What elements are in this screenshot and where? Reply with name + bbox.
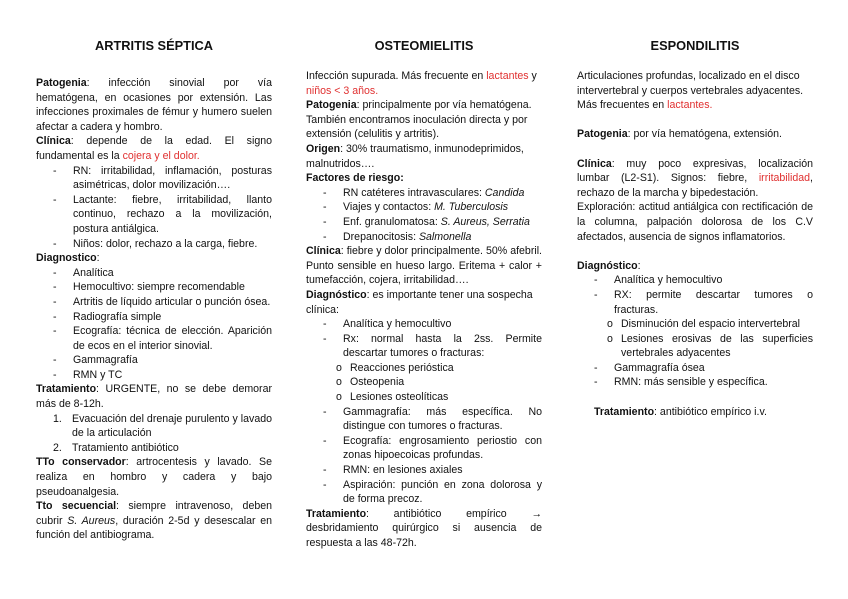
intro-highlight: lactantes [486,70,529,82]
intro-highlight: niños < 3 años. [306,84,379,97]
factor-text: Drepanocitosis: [343,230,419,243]
clinica-text: : fiebre y dolor principalmente. 50% afebril. Punto sensible en hueso largo. Eritema + calor + tumefacción, cojera, irritabilidad…. [306,245,542,287]
tto-conservador-paragraph [36,455,272,499]
diagnostico-list [577,273,813,390]
patogenia-text: : infección sinovial por vía hematógena, en ocasiones por extensión. Las infecciones proximales de fémur y humero suelen afectar a cadera y hombro. [36,77,272,133]
column-espondilitis [577,69,813,419]
list-item: - Analítica y hemocultivo [577,273,813,288]
list-item: - RMN y TC [36,368,272,383]
origen-label: Origen [306,142,341,155]
list-item: o Osteopenia [306,375,542,390]
clinica-text: , rechazo de la marcha y bipedestación. [577,172,813,199]
step-number: 2. [53,441,62,454]
spacer [577,113,813,128]
organism-name: S. Aureus [67,514,116,527]
organism-name: M. Tuberculosis [434,201,509,214]
organism-name: S. Aureus, Serratia [440,215,530,228]
list-item [577,288,813,361]
intro-text: Articulaciones profundas, localizado en el disco intervertebral y cuerpos vertebrales adyacentes. Más frecuentes en [577,70,804,112]
clinica-highlight: cojera y el dolor. [122,149,200,162]
intro-text: Infección supurada. Más frecuente en [306,70,487,82]
list-item [36,412,272,441]
diagnostico-label: Diagnóstico [577,259,638,272]
patogenia-paragraph [36,76,272,134]
patogenia-text: : principalmente por vía hematógena. También encontramos inoculación directa y por extensión (celulitis y artritis). [306,99,532,141]
origen-paragraph [306,142,542,171]
list-item: - Lactante: fiebre, irritabilidad, llanto continuo, rechazo a la movilización, postura antiálgica. [36,193,272,237]
patogenia-label: Patogenia [306,99,357,112]
intro-paragraph [306,69,542,98]
diagnostico-label: Diagnostico [36,252,97,265]
list-item: o Reacciones perióstica [306,361,542,376]
rx-sublist [577,317,813,361]
step-text: Tratamiento antibiótico [72,441,179,454]
factor-text: RN catéteres intravasculares: [343,186,485,199]
list-item: - RMN: más sensible y específica. [577,375,813,390]
diagnostico-list [306,317,542,507]
tto-secuencial-paragraph [36,499,272,543]
diagnostico-paragraph [306,288,542,317]
intro-paragraph [577,69,813,113]
title-artritis-septica: ARTRITIS SÉPTICA [94,38,214,53]
column-artritis [36,76,272,543]
origen-text: : 30% traumatismo, inmunodeprimidos, malnutridos…. [306,142,524,170]
list-item: o Lesiones osteolíticas [306,390,542,405]
factores-list [306,186,542,244]
tratamiento-label: Tratamiento [594,405,655,418]
list-item [306,200,542,215]
list-item: - RMN: en lesiones axiales [306,463,542,478]
list-item: - Ecografía: técnica de elección. Aparición de ecos en el interior sinovial. [36,324,272,353]
factor-text: Enf. granulomatosa: [343,215,441,228]
tto-conservador-text: : artrocentesis y lavado. Se realiza en hombro y cadera y bajo pseudoanalgesia. [36,456,272,498]
list-item: - RN: irritabilidad, inflamación, posturas asimétricas, dolor movilización…. [36,164,272,193]
intro-text: y [528,70,537,82]
list-item [306,230,542,245]
organism-name: Candida [484,186,525,199]
list-item [306,186,542,201]
tratamiento-text: : antibiótico empírico i.v. [654,405,767,418]
list-item: o Disminución del espacio intervertebral [577,317,813,332]
clinica-text: : depende de la edad. El signo fundamental es la [36,135,272,162]
clinica-text: : muy poco expresivas, localización lumbar (L2-S1). Signos: fiebre, [577,157,813,185]
exploracion-paragraph: Exploración: actitud antiálgica con rectificación de la columna, palpación dolorosa de los C.V afectados, ausencia de signos inflamatorios. [577,201,813,243]
spacer [577,142,813,157]
diagnostico-colon: : [96,252,100,265]
tto-secuencial-label: Tto secuencial [36,500,117,513]
patogenia-label: Patogenia [36,77,87,89]
clinica-list [36,164,272,252]
tratamiento-paragraph [577,405,813,420]
diagnostico-text: : es importante tener una sospecha clínica: [306,288,533,316]
list-item: - Ecografía: engrosamiento periostio con zonas hipoecoicas profundas. [306,434,542,463]
diagnostico-heading [36,251,272,266]
clinica-label: Clínica [306,245,341,258]
organism-name: Salmonella [418,230,472,243]
rx-sublist [306,361,542,405]
title-osteomielitis: OSTEOMIELITIS [374,38,474,53]
step-text: Evacuación del drenaje purulento y lavado de la articulación [72,412,272,440]
diagnostico-colon: : [637,259,641,272]
list-item: - Analítica y hemocultivo [306,317,542,332]
factores-heading [306,171,542,186]
diagnostico-label: Diagnóstico [306,288,367,301]
patogenia-paragraph [577,127,813,142]
intro-highlight: lactantes. [667,99,713,112]
list-item: - Hemocultivo: siempre recomendable [36,280,272,295]
clinica-highlight: irritabilidad [758,172,811,185]
tratamiento-steps [36,412,272,456]
clinica-label: Clínica [577,157,612,170]
rx-text: RX: permite descartar tumores o fracturas. [614,288,813,316]
factores-label: Factores de riesgo: [306,172,404,185]
list-item: - Radiografía simple [36,310,272,325]
clinica-label: Clínica [36,135,71,148]
step-number: 1. [53,412,62,425]
tratamiento-label: Tratamiento [36,383,97,396]
clinica-paragraph [36,134,272,163]
tto-secuencial-text: : siempre intravenoso, deben cubrir [36,500,273,527]
list-item: - Gammagrafía [36,353,272,368]
spacer [577,390,813,405]
title-espondilitis: ESPONDILITIS [650,38,740,53]
list-item [36,441,272,456]
patogenia-text: : por vía hematógena, extensión. [627,128,782,141]
list-item: - Artritis de líquido articular o punción ósea. [36,295,272,310]
clinica-paragraph [577,157,813,201]
list-item: - Gammagrafía ósea [577,361,813,376]
patogenia-label: Patogenia [577,128,628,141]
diagnostico-list [36,266,272,383]
tto-conservador-label: TTo conservador [36,456,126,469]
list-item: - Niños: dolor, rechazo a la carga, fiebre. [36,237,272,252]
diagnostico-heading [577,259,813,274]
column-osteomielitis [306,69,542,551]
rx-text: Rx: normal hasta la 2ss. Permite descartar tumores o fracturas: [343,332,542,360]
patogenia-paragraph [306,98,542,142]
factor-text: Viajes y contactos: [343,201,435,214]
tto-secuencial-text: , duración 2-5d y desescalar en función del antibiograma. [36,514,273,542]
spacer [577,244,813,259]
tratamiento-text: : antibiótico empírico → desbridamiento quirúrgico si ausencia de respuesta a las 48-72h. [306,507,542,549]
tratamiento-label: Tratamiento [306,507,367,520]
list-item: - Gammagrafía: más específica. No distingue con tumores o fracturas. [306,405,542,434]
list-item [306,332,542,405]
tratamiento-paragraph [36,382,272,411]
clinica-paragraph [306,244,542,288]
tratamiento-paragraph [306,507,542,551]
list-item: - Aspiración: punción en zona dolorosa y de forma precoz. [306,478,542,507]
list-item: o Lesiones erosivas de las superficies vertebrales adyacentes [577,332,813,361]
list-item [306,215,542,230]
list-item: - Analítica [36,266,272,281]
tratamiento-text: : URGENTE, no se debe demorar más de 8-12h. [36,383,272,411]
